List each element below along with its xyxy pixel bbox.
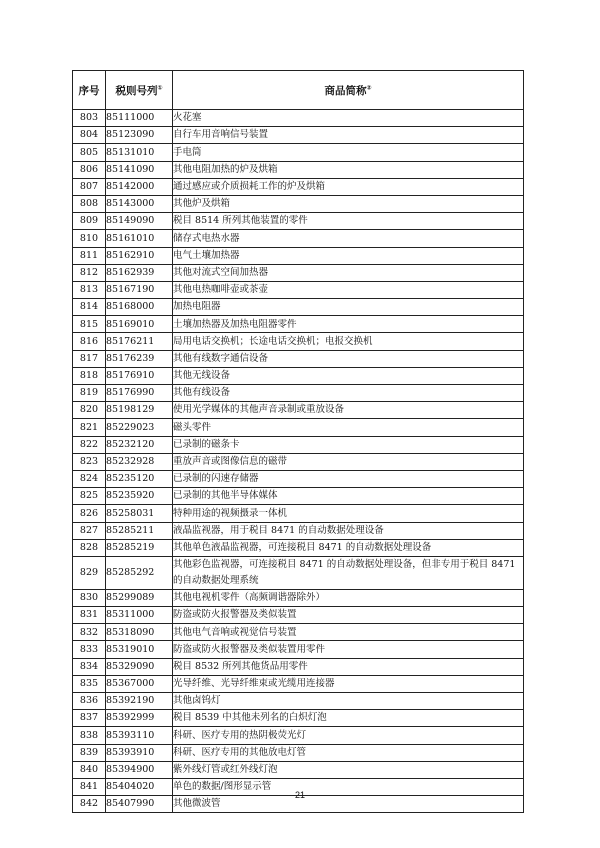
table-row <box>73 658 524 675</box>
cell-code: 85392190 <box>106 693 173 710</box>
cell-code: 85285211 <box>106 522 173 539</box>
cell-name: 税目 8532 所列其他货品用零件 <box>173 658 524 675</box>
cell-seq: 807 <box>73 178 106 195</box>
cell-code: 85141090 <box>106 161 173 178</box>
cell-code: 85232928 <box>106 453 173 470</box>
table-row <box>73 641 524 658</box>
cell-name: 电气土壤加热器 <box>173 247 524 264</box>
cell-name: 火花塞 <box>173 110 524 127</box>
cell-name: 其他有线数字通信设备 <box>173 350 524 367</box>
cell-code: 85169010 <box>106 316 173 333</box>
cell-seq: 805 <box>73 144 106 161</box>
table-row <box>73 402 524 419</box>
cell-name: 其他炉及烘箱 <box>173 195 524 212</box>
table-row <box>73 333 524 350</box>
cell-code: 85142000 <box>106 178 173 195</box>
cell-name: 科研、医疗专用的其他放电灯管 <box>173 744 524 761</box>
cell-seq: 804 <box>73 127 106 144</box>
table-row <box>73 693 524 710</box>
table-row <box>73 127 524 144</box>
cell-name: 科研、医疗专用的热阴极荧光灯 <box>173 727 524 744</box>
cell-seq: 841 <box>73 778 106 795</box>
cell-seq: 813 <box>73 281 106 298</box>
cell-code: 85319010 <box>106 641 173 658</box>
cell-code: 85168000 <box>106 299 173 316</box>
cell-name: 其他有线设备 <box>173 385 524 402</box>
cell-code: 85235120 <box>106 470 173 487</box>
cell-name: 已录制的闪速存储器 <box>173 470 524 487</box>
table-body <box>73 110 524 813</box>
cell-name: 使用光学媒体的其他声音录制或重放设备 <box>173 402 524 419</box>
cell-code: 85176211 <box>106 333 173 350</box>
table-row <box>73 761 524 778</box>
cell-seq: 826 <box>73 505 106 522</box>
cell-seq: 836 <box>73 693 106 710</box>
header-seq: 序号 <box>73 71 106 110</box>
cell-seq: 815 <box>73 316 106 333</box>
cell-name: 其他电气音响或视觉信号装置 <box>173 624 524 641</box>
table-header-row <box>73 71 524 110</box>
cell-code: 85235920 <box>106 488 173 505</box>
cell-name: 单色的数据/图形显示管 <box>173 778 524 795</box>
cell-code: 85229023 <box>106 419 173 436</box>
cell-seq: 834 <box>73 658 106 675</box>
cell-name: 储存式电热水器 <box>173 230 524 247</box>
table-row <box>73 589 524 606</box>
cell-seq: 839 <box>73 744 106 761</box>
cell-seq: 821 <box>73 419 106 436</box>
cell-code: 85393110 <box>106 727 173 744</box>
table-row <box>73 436 524 453</box>
cell-name: 其他微波管 <box>173 796 524 813</box>
header-code-footnote-mark: ① <box>157 84 163 91</box>
table-row <box>73 367 524 384</box>
cell-seq: 810 <box>73 230 106 247</box>
cell-name: 液晶监视器，用于税目 8471 的自动数据处理设备 <box>173 522 524 539</box>
cell-seq: 803 <box>73 110 106 127</box>
cell-name: 紫外线灯管或红外线灯泡 <box>173 761 524 778</box>
table-row <box>73 385 524 402</box>
cell-name: 税目 8539 中其他未列名的白炽灯泡 <box>173 710 524 727</box>
table-row <box>73 470 524 487</box>
table-row <box>73 710 524 727</box>
cell-seq: 829 <box>73 556 106 589</box>
table-row <box>73 161 524 178</box>
cell-name: 其他电视机零件（高频调谐器除外） <box>173 589 524 606</box>
cell-code: 85143000 <box>106 195 173 212</box>
cell-seq: 822 <box>73 436 106 453</box>
cell-name: 加热电阻器 <box>173 299 524 316</box>
cell-name: 已录制的其他半导体媒体 <box>173 488 524 505</box>
cell-code: 85299089 <box>106 589 173 606</box>
header-name <box>173 71 524 110</box>
cell-name: 重放声音或图像信息的磁带 <box>173 453 524 470</box>
table-row <box>73 316 524 333</box>
table-row <box>73 213 524 230</box>
cell-code: 85123090 <box>106 127 173 144</box>
cell-seq: 828 <box>73 539 106 556</box>
cell-seq: 831 <box>73 607 106 624</box>
cell-name: 自行车用音响信号装置 <box>173 127 524 144</box>
cell-name: 其他彩色监视器，可连接税目 8471 的自动数据处理设备，但非专用于税目 8471 的自动数据处理系统 <box>173 556 524 589</box>
cell-seq: 814 <box>73 299 106 316</box>
table-row <box>73 230 524 247</box>
table-row <box>73 195 524 212</box>
tariff-table <box>72 70 524 813</box>
cell-code: 85176910 <box>106 367 173 384</box>
cell-name: 已录制的磁条卡 <box>173 436 524 453</box>
table-row <box>73 110 524 127</box>
cell-name: 其他无线设备 <box>173 367 524 384</box>
cell-seq: 835 <box>73 675 106 692</box>
cell-code: 85131010 <box>106 144 173 161</box>
cell-code: 85393910 <box>106 744 173 761</box>
table-row <box>73 522 524 539</box>
cell-seq: 816 <box>73 333 106 350</box>
cell-code: 85407990 <box>106 796 173 813</box>
table-row <box>73 539 524 556</box>
table-row <box>73 144 524 161</box>
table-row <box>73 264 524 281</box>
cell-seq: 808 <box>73 195 106 212</box>
cell-code: 85367000 <box>106 675 173 692</box>
table-row <box>73 607 524 624</box>
cell-code: 85111000 <box>106 110 173 127</box>
cell-name: 防盗或防火报警器及类似装置 <box>173 607 524 624</box>
cell-seq: 837 <box>73 710 106 727</box>
cell-name: 特种用途的视频摄录一体机 <box>173 505 524 522</box>
cell-name: 防盗或防火报警器及类似装置用零件 <box>173 641 524 658</box>
cell-seq: 838 <box>73 727 106 744</box>
cell-seq: 825 <box>73 488 106 505</box>
header-code-label: 税则号列 <box>115 84 158 97</box>
cell-seq: 819 <box>73 385 106 402</box>
table-row <box>73 350 524 367</box>
cell-name: 其他对流式空间加热器 <box>173 264 524 281</box>
table-row <box>73 178 524 195</box>
cell-code: 85198129 <box>106 402 173 419</box>
cell-code: 85285292 <box>106 556 173 589</box>
cell-name: 磁头零件 <box>173 419 524 436</box>
table-row <box>73 488 524 505</box>
cell-name: 手电筒 <box>173 144 524 161</box>
cell-code: 85162939 <box>106 264 173 281</box>
cell-name: 其他电热咖啡壶或茶壶 <box>173 281 524 298</box>
cell-code: 85162910 <box>106 247 173 264</box>
cell-code: 85149090 <box>106 213 173 230</box>
cell-seq: 806 <box>73 161 106 178</box>
cell-seq: 811 <box>73 247 106 264</box>
table-row <box>73 453 524 470</box>
cell-seq: 833 <box>73 641 106 658</box>
cell-seq: 842 <box>73 796 106 813</box>
cell-code: 85318090 <box>106 624 173 641</box>
cell-code: 85258031 <box>106 505 173 522</box>
table-row <box>73 727 524 744</box>
cell-code: 85394900 <box>106 761 173 778</box>
cell-seq: 817 <box>73 350 106 367</box>
cell-code: 85404020 <box>106 778 173 795</box>
table-row <box>73 556 524 589</box>
table-row <box>73 281 524 298</box>
table-row <box>73 624 524 641</box>
cell-code: 85285219 <box>106 539 173 556</box>
cell-name: 其他卤钨灯 <box>173 693 524 710</box>
cell-code: 85167190 <box>106 281 173 298</box>
header-name-footnote-mark: ② <box>366 84 372 91</box>
cell-seq: 820 <box>73 402 106 419</box>
cell-code: 85311000 <box>106 607 173 624</box>
cell-name: 税目 8514 所列其他装置的零件 <box>173 213 524 230</box>
cell-seq: 840 <box>73 761 106 778</box>
cell-seq: 823 <box>73 453 106 470</box>
cell-name: 土壤加热器及加热电阻器零件 <box>173 316 524 333</box>
table-row <box>73 744 524 761</box>
cell-code: 85232120 <box>106 436 173 453</box>
cell-code: 85161010 <box>106 230 173 247</box>
table-row <box>73 675 524 692</box>
table-row <box>73 247 524 264</box>
cell-seq: 827 <box>73 522 106 539</box>
page-number: 21 <box>294 790 305 800</box>
cell-seq: 809 <box>73 213 106 230</box>
cell-code: 85176239 <box>106 350 173 367</box>
cell-seq: 812 <box>73 264 106 281</box>
cell-name: 通过感应或介质损耗工作的炉及烘箱 <box>173 178 524 195</box>
cell-seq: 824 <box>73 470 106 487</box>
cell-seq: 818 <box>73 367 106 384</box>
cell-code: 85176990 <box>106 385 173 402</box>
cell-code: 85392999 <box>106 710 173 727</box>
table-row <box>73 419 524 436</box>
cell-name: 其他单色液晶监视器，可连接税目 8471 的自动数据处理设备 <box>173 539 524 556</box>
header-code <box>106 71 173 110</box>
cell-seq: 830 <box>73 589 106 606</box>
header-name-label: 商品简称 <box>324 84 367 97</box>
table-row <box>73 505 524 522</box>
cell-name: 光导纤维、光导纤维束或光缆用连接器 <box>173 675 524 692</box>
cell-name: 局用电话交换机；长途电话交换机；电报交换机 <box>173 333 524 350</box>
cell-seq: 832 <box>73 624 106 641</box>
table-row <box>73 299 524 316</box>
cell-code: 85329090 <box>106 658 173 675</box>
cell-name: 其他电阻加热的炉及烘箱 <box>173 161 524 178</box>
